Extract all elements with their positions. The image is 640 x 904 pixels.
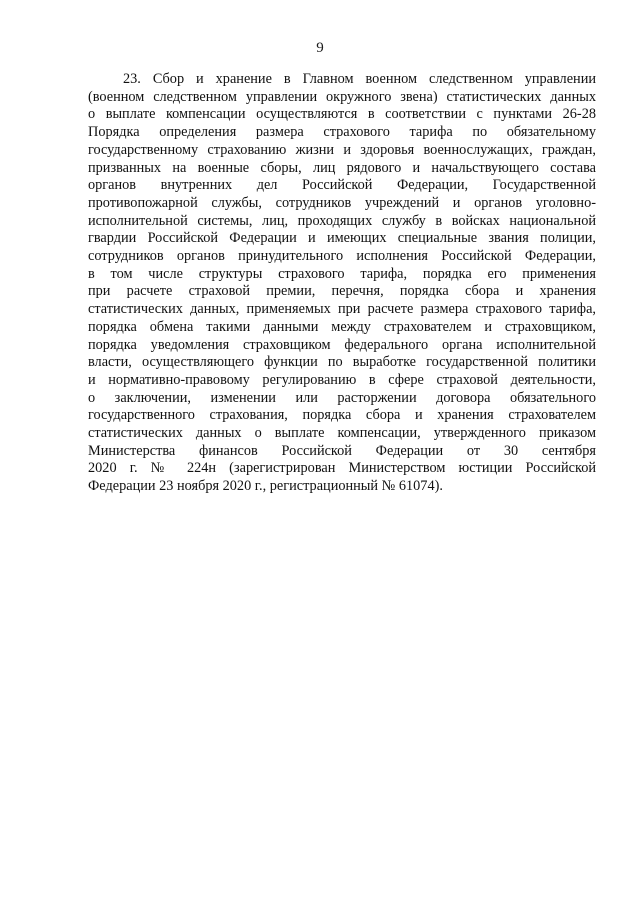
- paragraph-line: порядка уведомления страховщиком федерального органа исполнительной: [88, 336, 596, 353]
- paragraph-line: Министерства финансов Российской Федерации от 30 сентября: [88, 442, 596, 459]
- paragraph-line: власти, осуществляющего функции по выработке государственной политики: [88, 354, 596, 371]
- paragraph-line: (военном следственном управлении окружного звена) статистических данных: [88, 88, 596, 105]
- paragraph-line: при расчете страховой премии, перечня, порядка сбора и хранения: [88, 283, 596, 300]
- paragraph-line: порядка обмена такими данными между страхователем и страховщиком,: [88, 318, 596, 335]
- paragraph-line: гвардии Российской Федерации и имеющих специальные звания полиции,: [88, 230, 596, 247]
- paragraph-line: органов внутренних дел Российской Федерации, Государственной: [88, 177, 596, 194]
- paragraph-line: 23. Сбор и хранение в Главном военном следственном управлении: [123, 71, 596, 87]
- paragraph-line: и нормативно-правовому регулированию в сфере страховой деятельности,: [88, 371, 596, 388]
- paragraph-line: 2020 г. № 224н (зарегистрирован Министерством юстиции Российской: [88, 460, 596, 477]
- paragraph-line: исполнительной системы, лиц, проходящих службу в войсках национальной: [88, 212, 596, 229]
- page-number: 9: [316, 40, 324, 56]
- paragraph-line: сотрудников органов принудительного исполнения Российской Федерации,: [88, 248, 596, 265]
- paragraph-line: о выплате компенсации осуществляются в соответствии с пунктами 26-28: [88, 106, 596, 123]
- paragraph-line: противопожарной службы, сотрудников учреждений и органов уголовно-: [88, 194, 596, 211]
- paragraph-23: [88, 71, 596, 496]
- paragraph-line: Федерации 23 ноября 2020 г., регистрационный № 61074).: [88, 478, 443, 495]
- paragraph-line: призванных на военные сборы, лиц рядового и начальствующего состава: [88, 159, 596, 176]
- paragraph-line: Порядка определения размера страхового тарифа по обязательному: [88, 124, 596, 141]
- paragraph-line: статистических данных, применяемых при расчете размера страхового тарифа,: [88, 301, 596, 318]
- paragraph-line: в том числе структуры страхового тарифа, порядка его применения: [88, 265, 596, 282]
- paragraph-line: о заключении, изменении или расторжении договора обязательного: [88, 389, 596, 406]
- paragraph-line: государственному страхованию жизни и здоровья военнослужащих, граждан,: [88, 141, 596, 158]
- paragraph-line: статистических данных о выплате компенсации, утвержденного приказом: [88, 425, 596, 442]
- paragraph-line: государственного страхования, порядка сбора и хранения страхователем: [88, 407, 596, 424]
